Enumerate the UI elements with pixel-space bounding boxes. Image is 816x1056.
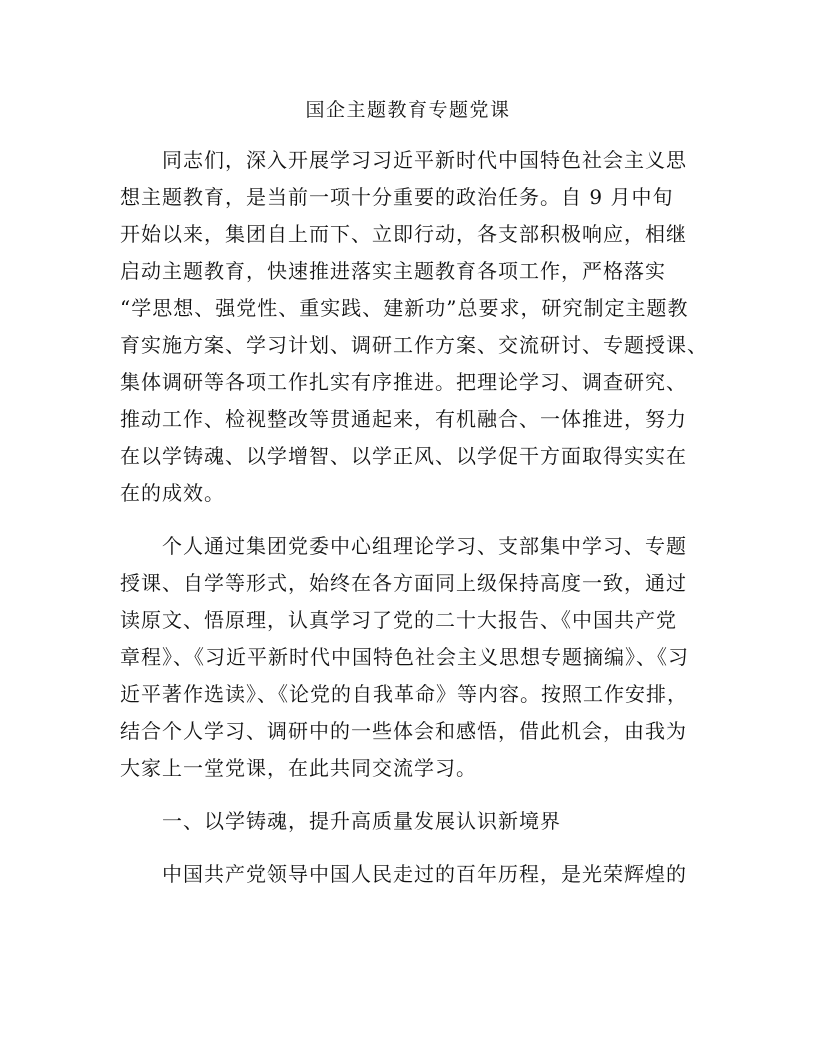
paragraph-line: “学思想、强党性、重实践、建新功”总要求，研究制定主题教 [120, 296, 689, 320]
paragraph-line: 育实施方案、学习计划、调研工作方案、交流研讨、专题授课、 [120, 333, 708, 357]
paragraph-line: 中国共产党领导中国人民走过的百年历程，是光荣辉煌的 [120, 862, 687, 886]
paragraph-line: 大家上一堂党课，在此共同交流学习。 [120, 756, 477, 780]
paragraph-line: 推动工作、检视整改等贯通起来，有机融合、一体推进，努力 [120, 407, 687, 431]
paragraph-line: 集体调研等各项工作扎实有序推进。把理论学习、调查研究、 [120, 370, 687, 394]
paragraph-line: 读原文、悟原理，认真学习了党的二十大报告、《中国共产党 [120, 608, 677, 632]
document-title: 国企主题教育专题党课 [305, 99, 511, 121]
paragraph-line: 章程》、《习近平新时代中国特色社会主义思想专题摘编》、《习 [120, 645, 689, 669]
paragraph-line: 启动主题教育，快速推进落实主题教育各项工作，严格落实 [120, 259, 666, 283]
paragraph-line: 在的成效。 [120, 481, 225, 505]
paragraph-line: 开始以来，集团自上而下、立即行动，各支部积极响应，相继 [120, 222, 687, 246]
section-heading: 一、以学铸魂，提升高质量发展认识新境界 [120, 809, 561, 833]
paragraph-line: 结合个人学习、调研中的一些体会和感悟，借此机会，由我为 [120, 719, 687, 743]
paragraph-line: 想主题教育，是当前一项十分重要的政治任务。自 9 月中旬 [120, 185, 674, 209]
paragraph-line: 同志们，深入开展学习习近平新时代中国特色社会主义思 [120, 148, 687, 172]
paragraph-line: 近平著作选读》、《论党的自我革命》等内容。按照工作安排， [120, 682, 688, 706]
paragraph-line: 授课、自学等形式，始终在各方面同上级保持高度一致，通过 [120, 571, 687, 595]
paragraph-line: 个人通过集团党委中心组理论学习、支部集中学习、专题 [120, 534, 687, 558]
paragraph-line: 在以学铸魂、以学增智、以学正风、以学促干方面取得实实在 [120, 444, 687, 468]
